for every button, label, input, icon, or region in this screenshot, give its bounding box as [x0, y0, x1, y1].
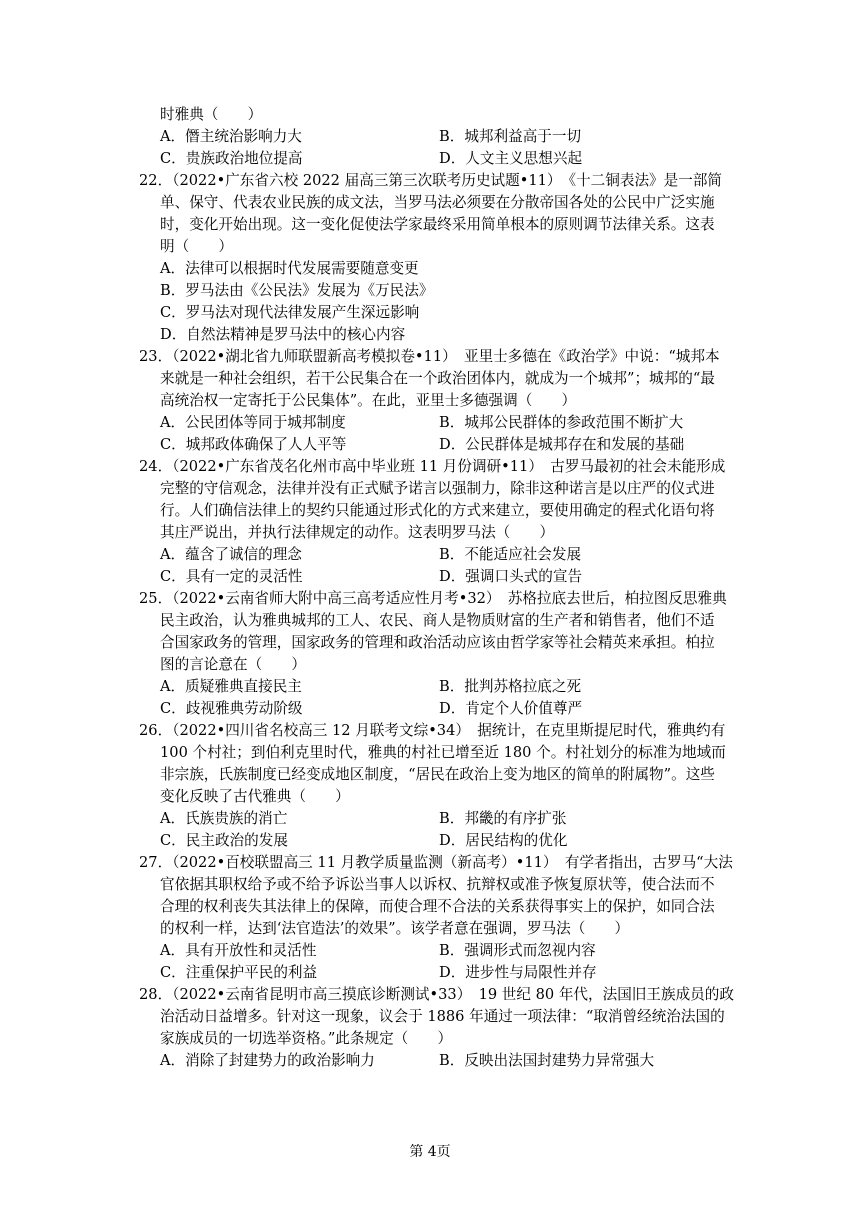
- option-b: B．反映出法国封建势力异常强大: [439, 1052, 655, 1069]
- option-b: B．罗马法由《公民法》发展为《万民法》: [160, 282, 434, 299]
- carryover-stem: 时雅典（ ）: [160, 106, 263, 123]
- question-28-line-3: 家族成员的一切选举资格。”此条规定（ ）: [160, 1030, 453, 1047]
- question-22-line-4: 明（ ）: [160, 238, 233, 255]
- option-b: B．邦畿的有序扩张: [439, 810, 567, 827]
- question-23-line-1: 23．（2022•湖北省九师联盟新高考模拟卷•11） 亚里士多德在《政治学》中说：“城邦本: [139, 348, 720, 365]
- question-22-line-1: 22．（2022•广东省六校 2022 届高三第三次联考历史试题•11） 《十二铜表法》是一部简: [139, 172, 723, 189]
- question-26-line-3: 非宗族，氏族制度已经变成地区制度，“居民在政治上变为地区的简单的附属物”。这些: [160, 766, 715, 783]
- option-d: D．肯定个人价值尊严: [439, 700, 583, 717]
- question-26-line-2: 100 个村社；到伯利克里时代，雅典的村社已增至近 180 个。村社划分的标准为地域而: [160, 744, 726, 761]
- question-28-line-2: 治活动日益增多。针对这一现象，议会于 1886 年通过一项法律：“取消曾经统治法国的: [160, 1008, 725, 1025]
- question-25-line-4: 图的言论意在（ ）: [160, 656, 306, 673]
- question-25-line-2: 民主政治，认为雅典城邦的工人、农民、商人是物质财富的生产者和销售者，他们不适: [160, 612, 715, 629]
- option-a: A．公民团体等同于城邦制度: [160, 414, 346, 431]
- question-22-line-3: 时，变化开始出现。这一变化促使法学家最终采用简单根本的原则调节法律关系。这表: [160, 216, 715, 233]
- option-c: C．罗马法对现代法律发展产生深远影响: [160, 304, 420, 321]
- question-26-line-4: 变化反映了古代雅典（ ）: [160, 788, 350, 805]
- option-d: D．人文主义思想兴起: [439, 150, 583, 167]
- option-a: A．法律可以根据时代发展需要随意变更: [160, 260, 419, 277]
- question-28-line-1: 28．（2022•云南省昆明市高三摸底诊断测试•33） 19 世纪 80 年代，法国旧王族成员的政: [139, 986, 734, 1003]
- question-23-line-2: 来就是一种社会组织，若干公民集合在一个政治团体内，就成为一个城邦”；城邦的“最: [160, 370, 715, 387]
- option-a: A．消除了封建势力的政治影响力: [160, 1052, 375, 1069]
- option-d: D．居民结构的优化: [439, 832, 568, 849]
- option-b: B．强调形式而忽视内容: [439, 942, 596, 959]
- option-c: C．贵族政治地位提高: [160, 150, 303, 167]
- question-27-line-3: 合理的权利丧失其法律上的保障，而使合理不合法的关系获得事实上的保护，如同合法: [160, 898, 715, 915]
- question-27-line-1: 27．（2022•百校联盟高三 11 月教学质量监测（新高考）•11） 有学者指出，古罗马“大法: [139, 854, 733, 871]
- option-a: A．具有开放性和灵活性: [160, 942, 317, 959]
- question-23-line-3: 高统治权一定寄托于公民集体”。在此，亚里士多德强调（ ）: [160, 392, 577, 409]
- question-24-line-1: 24．（2022•广东省茂名化州市高中毕业班 11 月份调研•11） 古罗马最初的社会未能形成: [139, 458, 726, 475]
- option-d: D．进步性与局限性并存: [439, 964, 597, 981]
- question-25-line-1: 25．（2022•云南省师大附中高三高考适应性月考•32） 苏格拉底去世后，柏拉图反思雅典: [139, 590, 727, 607]
- option-c: C．民主政治的发展: [160, 832, 288, 849]
- option-b: B．不能适应社会发展: [439, 546, 582, 563]
- option-c: C．注重保护平民的利益: [160, 964, 318, 981]
- option-b: B．城邦公民群体的参政范围不断扩大: [439, 414, 684, 431]
- option-d: D．公民群体是城邦存在和发展的基础: [439, 436, 685, 453]
- question-22-line-2: 单、保守、代表农业民族的成文法，当罗马法必须要在分散帝国各处的公民中广泛实施: [160, 194, 715, 211]
- option-a: A．氏族贵族的消亡: [160, 810, 288, 827]
- option-a: A．蕴含了诚信的理念: [160, 546, 302, 563]
- question-27-line-4: 的权利一样，达到‘法官造法’的效果”。该学者意在强调，罗马法（ ）: [160, 920, 630, 937]
- page-number: 第 4页: [409, 1144, 451, 1160]
- question-25-line-3: 合国家政务的管理，国家政务的管理和政治活动应该由哲学家等社会精英来承担。柏拉: [160, 634, 715, 651]
- question-26-line-1: 26．（2022•四川省名校高三 12 月联考文综•34） 据统计，在克里斯提尼时代，雅典约有: [139, 722, 726, 739]
- question-24-line-2: 完整的守信观念，法律并没有正式赋予诺言以强制力，除非这种诺言是以庄严的仪式进: [160, 480, 715, 497]
- option-d: D．自然法精神是罗马法中的核心内容: [160, 326, 406, 343]
- option-c: C．歧视雅典劳动阶级: [160, 700, 303, 717]
- option-a: A．质疑雅典直接民主: [160, 678, 302, 695]
- question-24-line-3: 行。人们确信法律上的契约只能通过形式化的方式来建立，要使用确定的程式化语句将: [160, 502, 715, 519]
- option-b: B．城邦利益高于一切: [439, 128, 582, 145]
- question-24-line-4: 其庄严说出，并执行法律规定的动作。这表明罗马法（ ）: [160, 524, 555, 541]
- option-c: C．具有一定的灵活性: [160, 568, 303, 585]
- option-c: C．城邦政体确保了人人平等: [160, 436, 347, 453]
- option-d: D．强调口头式的宣告: [439, 568, 583, 585]
- option-b: B．批判苏格拉底之死: [439, 678, 582, 695]
- option-a: A．僭主统治影响力大: [160, 128, 302, 145]
- question-27-line-2: 官依据其职权给予或不给予诉讼当事人以诉权、抗辩权或准予恢复原状等，使合法而不: [160, 876, 715, 893]
